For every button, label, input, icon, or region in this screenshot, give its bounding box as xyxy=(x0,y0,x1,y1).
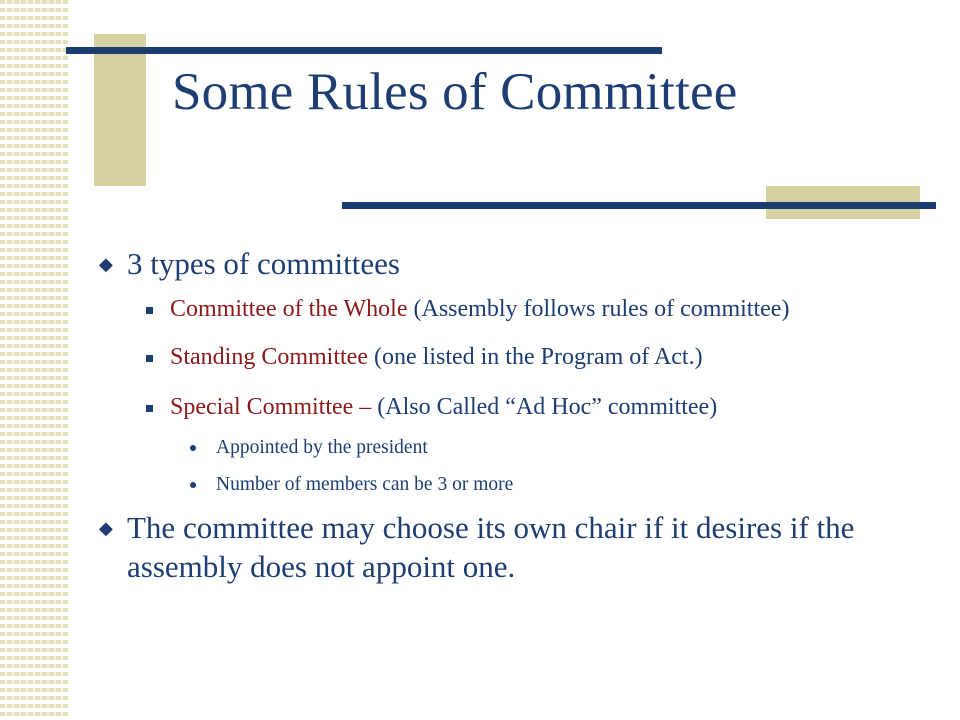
square-bullet-icon xyxy=(146,405,153,412)
sub-sub-bullet-members xyxy=(98,472,938,497)
committee-desc: (one listed in the Program of Act.) xyxy=(368,344,703,370)
committee-desc: (Also Called “Ad Hoc” committee) xyxy=(377,394,718,420)
sub-sub-bullet-appointed xyxy=(98,435,938,460)
left-striped-border-overlay xyxy=(0,0,68,720)
title-bottom-rule xyxy=(342,202,936,209)
bullet-text: Number of members can be 3 or more xyxy=(216,474,514,495)
bullet-text: Appointed by the president xyxy=(216,437,428,458)
committee-term: Standing Committee xyxy=(170,344,368,370)
round-bullet-icon xyxy=(190,482,196,488)
sub-bullet-standing xyxy=(98,342,938,373)
sub-bullet-committee-whole xyxy=(98,294,938,325)
committee-term: Committee of the Whole xyxy=(170,296,408,322)
square-bullet-icon xyxy=(146,307,153,314)
slide-title: Some Rules of Committee xyxy=(172,63,738,121)
title-tan-block xyxy=(94,34,146,186)
diamond-bullet-icon: ◆ xyxy=(99,254,113,274)
bullet-text: 3 types of committees xyxy=(127,246,400,281)
sub-bullet-special xyxy=(98,392,938,423)
bullet-chair xyxy=(98,508,938,586)
bullet-types xyxy=(98,244,938,283)
bullet-text: The committee may choose its own chair if it desires if the assembly does not appoint one. xyxy=(127,510,855,584)
committee-desc: (Assembly follows rules of committee) xyxy=(407,296,790,322)
title-top-rule xyxy=(66,47,662,54)
square-bullet-icon xyxy=(146,355,153,362)
diamond-bullet-icon: ◆ xyxy=(99,518,113,538)
round-bullet-icon xyxy=(190,445,196,451)
committee-term: Special Committee – xyxy=(170,394,378,420)
slide-body xyxy=(98,244,938,586)
